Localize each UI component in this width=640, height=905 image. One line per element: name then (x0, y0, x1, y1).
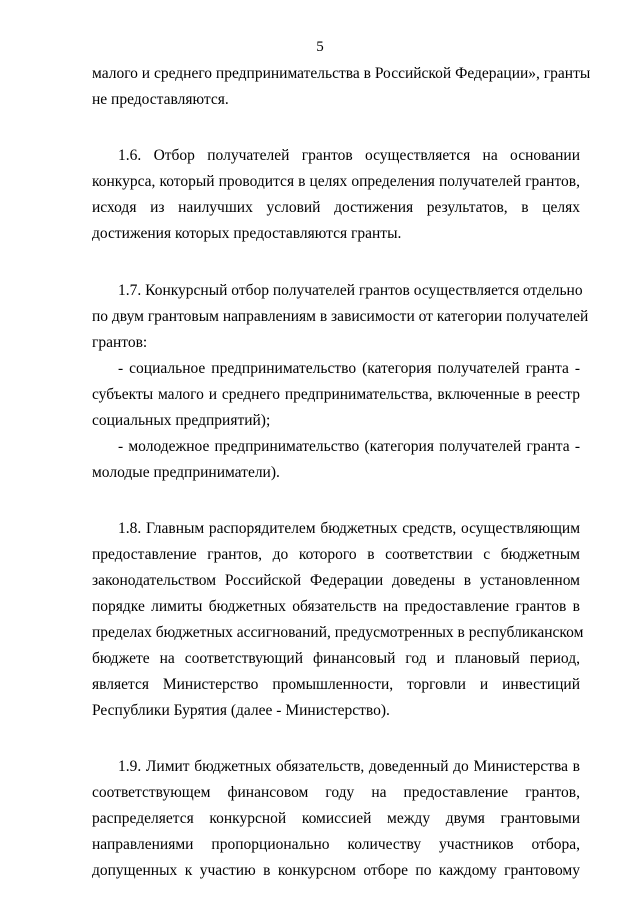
text-line: малого и среднего предпринимательства в Российской Федерации», гранты (92, 65, 591, 82)
text-line: предоставление грантов, до которого в соответствии с бюджетным (92, 546, 580, 563)
text-line: Республики Бурятия (далее - Министерство). (92, 702, 390, 719)
page-number: 5 (316, 39, 324, 55)
text-line: исходя из наилучших условий достижения результатов, в целях (92, 199, 580, 216)
text-line: достижения которых предоставляются гранты. (92, 225, 402, 242)
text-line: - социальное предпринимательство (категория получателей гранта - (118, 360, 580, 377)
text-line: грантов: (92, 334, 148, 351)
text-line: соответствующем финансовом году на предоставление грантов, (92, 784, 580, 801)
text-line: конкурса, который проводится в целях определения получателей грантов, (92, 173, 580, 190)
text-line: бюджете на соответствующий финансовый год и плановый период, (92, 650, 580, 667)
text-line: субъекты малого и среднего предпринимательства, включенные в реестр (92, 386, 580, 403)
text-line: не предоставляются. (92, 91, 229, 108)
text-line: порядке лимиты бюджетных обязательств на предоставление грантов в (92, 598, 580, 615)
text-line: направлениями пропорционально количеству участников отбора, (92, 836, 580, 853)
text-line: социальных предприятий); (92, 412, 271, 429)
text-line: пределах бюджетных ассигнований, предусмотренных в республиканском (92, 624, 584, 641)
text-line: является Министерство промышленности, торговли и инвестиций (92, 676, 580, 693)
text-line: допущенных к участию в конкурсном отборе по каждому грантовому (92, 862, 580, 879)
text-line: 1.8. Главным распорядителем бюджетных средств, осуществляющим (118, 520, 580, 537)
text-line: законодательством Российской Федерации доведены в установленном (92, 572, 580, 589)
text-line: 1.7. Конкурсный отбор получателей грантов осуществляется отдельно (118, 282, 583, 299)
text-line: 1.6. Отбор получателей грантов осуществляется на основании (118, 147, 580, 164)
text-line: 1.9. Лимит бюджетных обязательств, доведенный до Министерства в (118, 758, 580, 775)
text-line: молодые предприниматели). (92, 464, 280, 481)
text-line: распределяется конкурсной комиссией между двумя грантовыми (92, 810, 580, 827)
text-line: по двум грантовым направлениям в зависимости от категории получателей (92, 308, 589, 325)
text-line: - молодежное предпринимательство (категория получателей гранта - (118, 438, 580, 455)
